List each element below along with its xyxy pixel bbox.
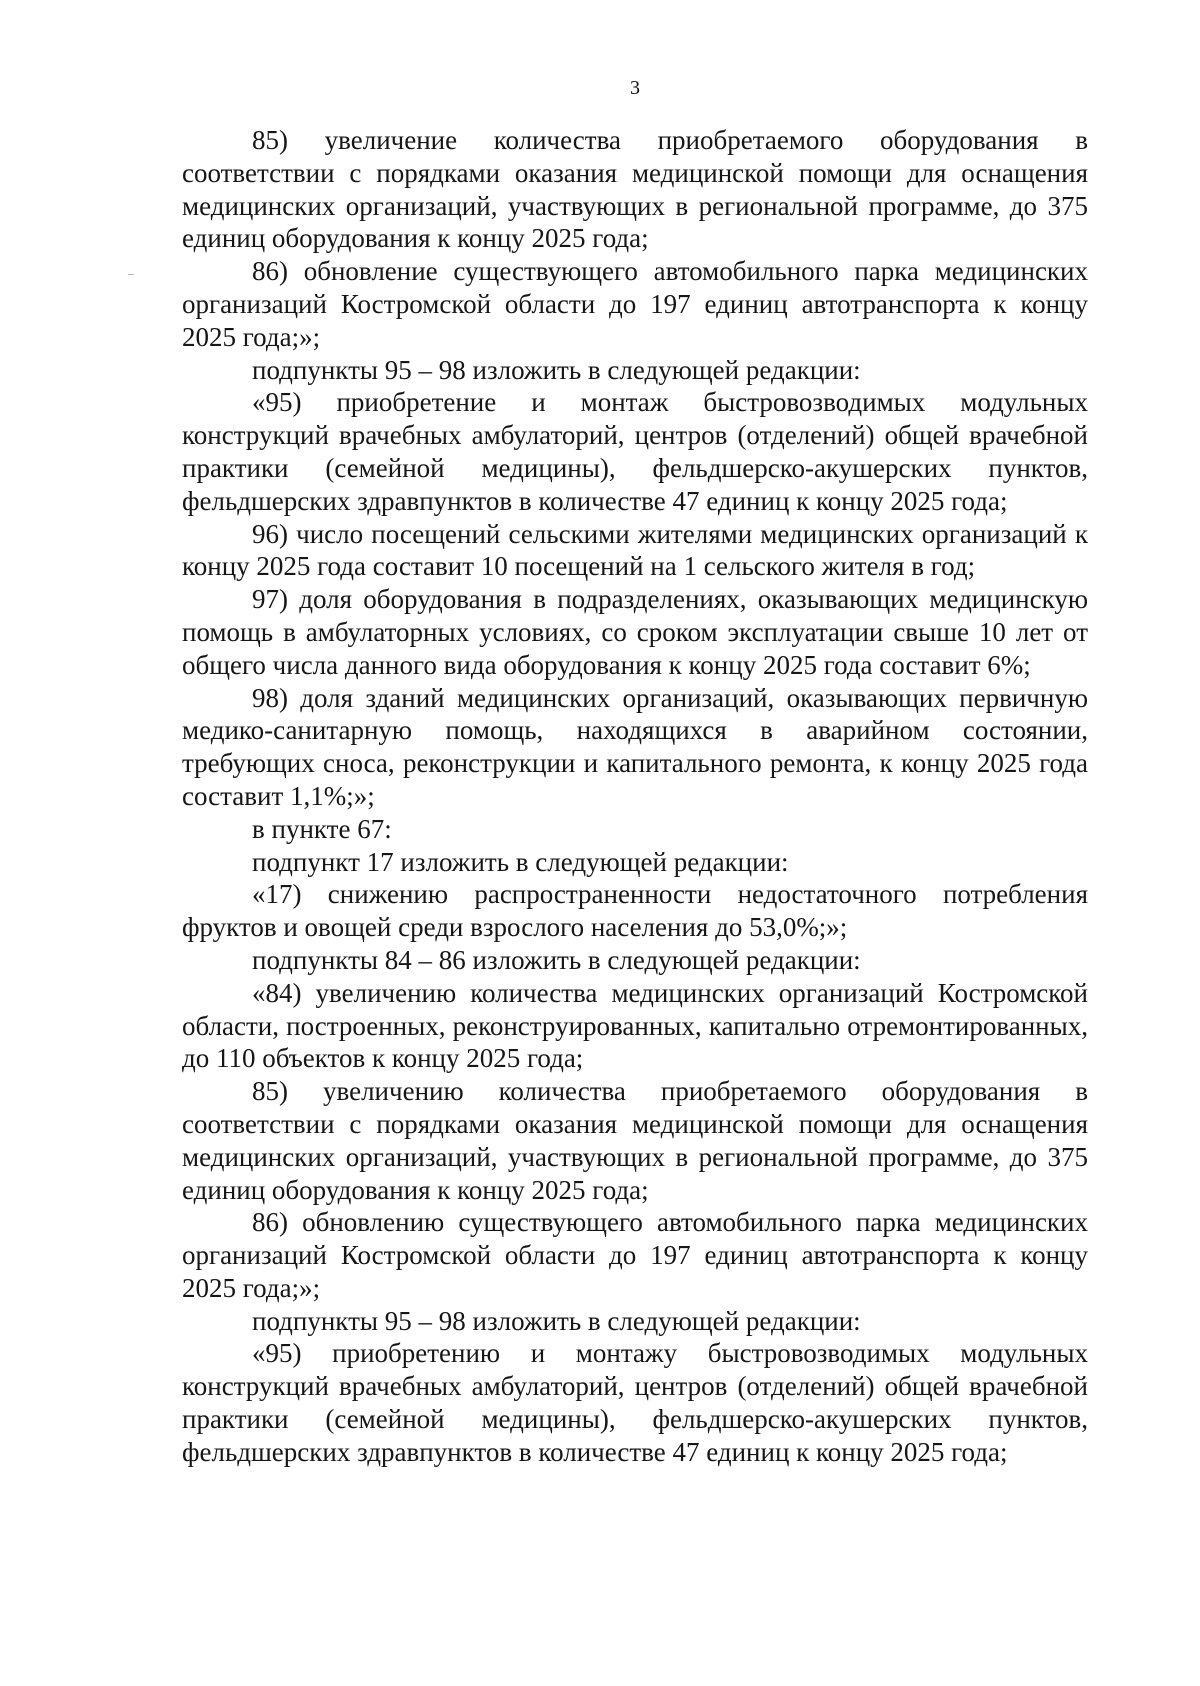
paragraph-85-equipment-increase: 85) увеличению количества приобретаемого оборудования в соответствии с порядками оказания медицинской помощи для оснащения медицинских организаций, участвующих в региональной программе, до 375 единиц оборудования к концу 2025 года; xyxy=(182,1076,1088,1205)
paragraph-86-vehicles: 86) обновление существующего автомобильного парка медицинских организаций Костромской области до 197 единиц автотранспорта к концу 2025 года;»; xyxy=(182,256,1088,352)
paragraph-point-67: в пункте 67: xyxy=(252,813,392,844)
paragraph-84-organizations: «84) увеличению количества медицинских организаций Костромской области, построенных, реконструированных, капитально отремонтированных, до 110 объектов к концу 2025 года; xyxy=(182,977,1088,1074)
paragraph-instruction-95-98-second: подпункты 95 – 98 изложить в следующей редакции: xyxy=(252,1305,861,1336)
paragraph-instruction-84-86: подпункты 84 – 86 изложить в следующей редакции: xyxy=(252,944,861,975)
page-number: 3 xyxy=(630,77,640,99)
scan-artifact xyxy=(128,274,134,275)
document-body xyxy=(182,124,1088,1469)
paragraph-17-fruit-vegetables: «17) снижению распространенности недостаточного потребления фруктов и овощей среди взрослого населения до 53,0%;»; xyxy=(182,879,1088,943)
paragraph-97-equipment-age: 97) доля оборудования в подразделениях, оказывающих медицинскую помощь в амбулаторных условиях, со сроком эксплуатации свыше 10 лет от общего числа данного вида оборудования к концу 2025 года составит 6%; xyxy=(182,584,1088,680)
paragraph-instruction-95-98: подпункты 95 – 98 изложить в следующей редакции: xyxy=(252,354,861,385)
paragraph-96-rural-visits: 96) число посещений сельскими жителями медицинских организаций к концу 2025 года составит 10 посещений на 1 сельского жителя в год; xyxy=(182,518,1088,582)
paragraph-instruction-17: подпункт 17 изложить в следующей редакции: xyxy=(252,846,789,877)
paragraph-85-equipment: 85) увеличение количества приобретаемого оборудования в соответствии с порядками оказания медицинской помощи для оснащения медицинских организаций, участвующих в региональной программе, до 375 единиц оборудования к концу 2025 года; xyxy=(182,125,1088,254)
paragraph-86-vehicle-renewal: 86) обновлению существующего автомобильного парка медицинских организаций Костромской области до 197 единиц автотранспорта к концу 2025 года;»; xyxy=(182,1207,1088,1303)
paragraph-98-emergency-buildings: 98) доля зданий медицинских организаций, оказывающих первичную медико-санитарную помощь, находящихся в аварийном состоянии, требующих сноса, реконструкции и капитального ремонта, к концу 2025 года составит 1,1%;»; xyxy=(182,682,1088,811)
paragraph-95-modular-acquisition: «95) приобретению и монтажу быстровозводимых модульных конструкций врачебных амбулаторий, центров (отделений) общей врачебной практики (семейной медицины), фельдшерско-акушерских пунктов, фельдшерских здравпунктов в количестве 47 единиц к концу 2025 года; xyxy=(182,1338,1088,1467)
paragraph-95-modular-buildings: «95) приобретение и монтаж быстровозводимых модульных конструкций врачебных амбулаторий, центров (отделений) общей врачебной практики (семейной медицины), фельдшерско-акушерских пунктов, фельдшерских здравпунктов в количестве 47 единиц к концу 2025 года; xyxy=(182,387,1088,516)
